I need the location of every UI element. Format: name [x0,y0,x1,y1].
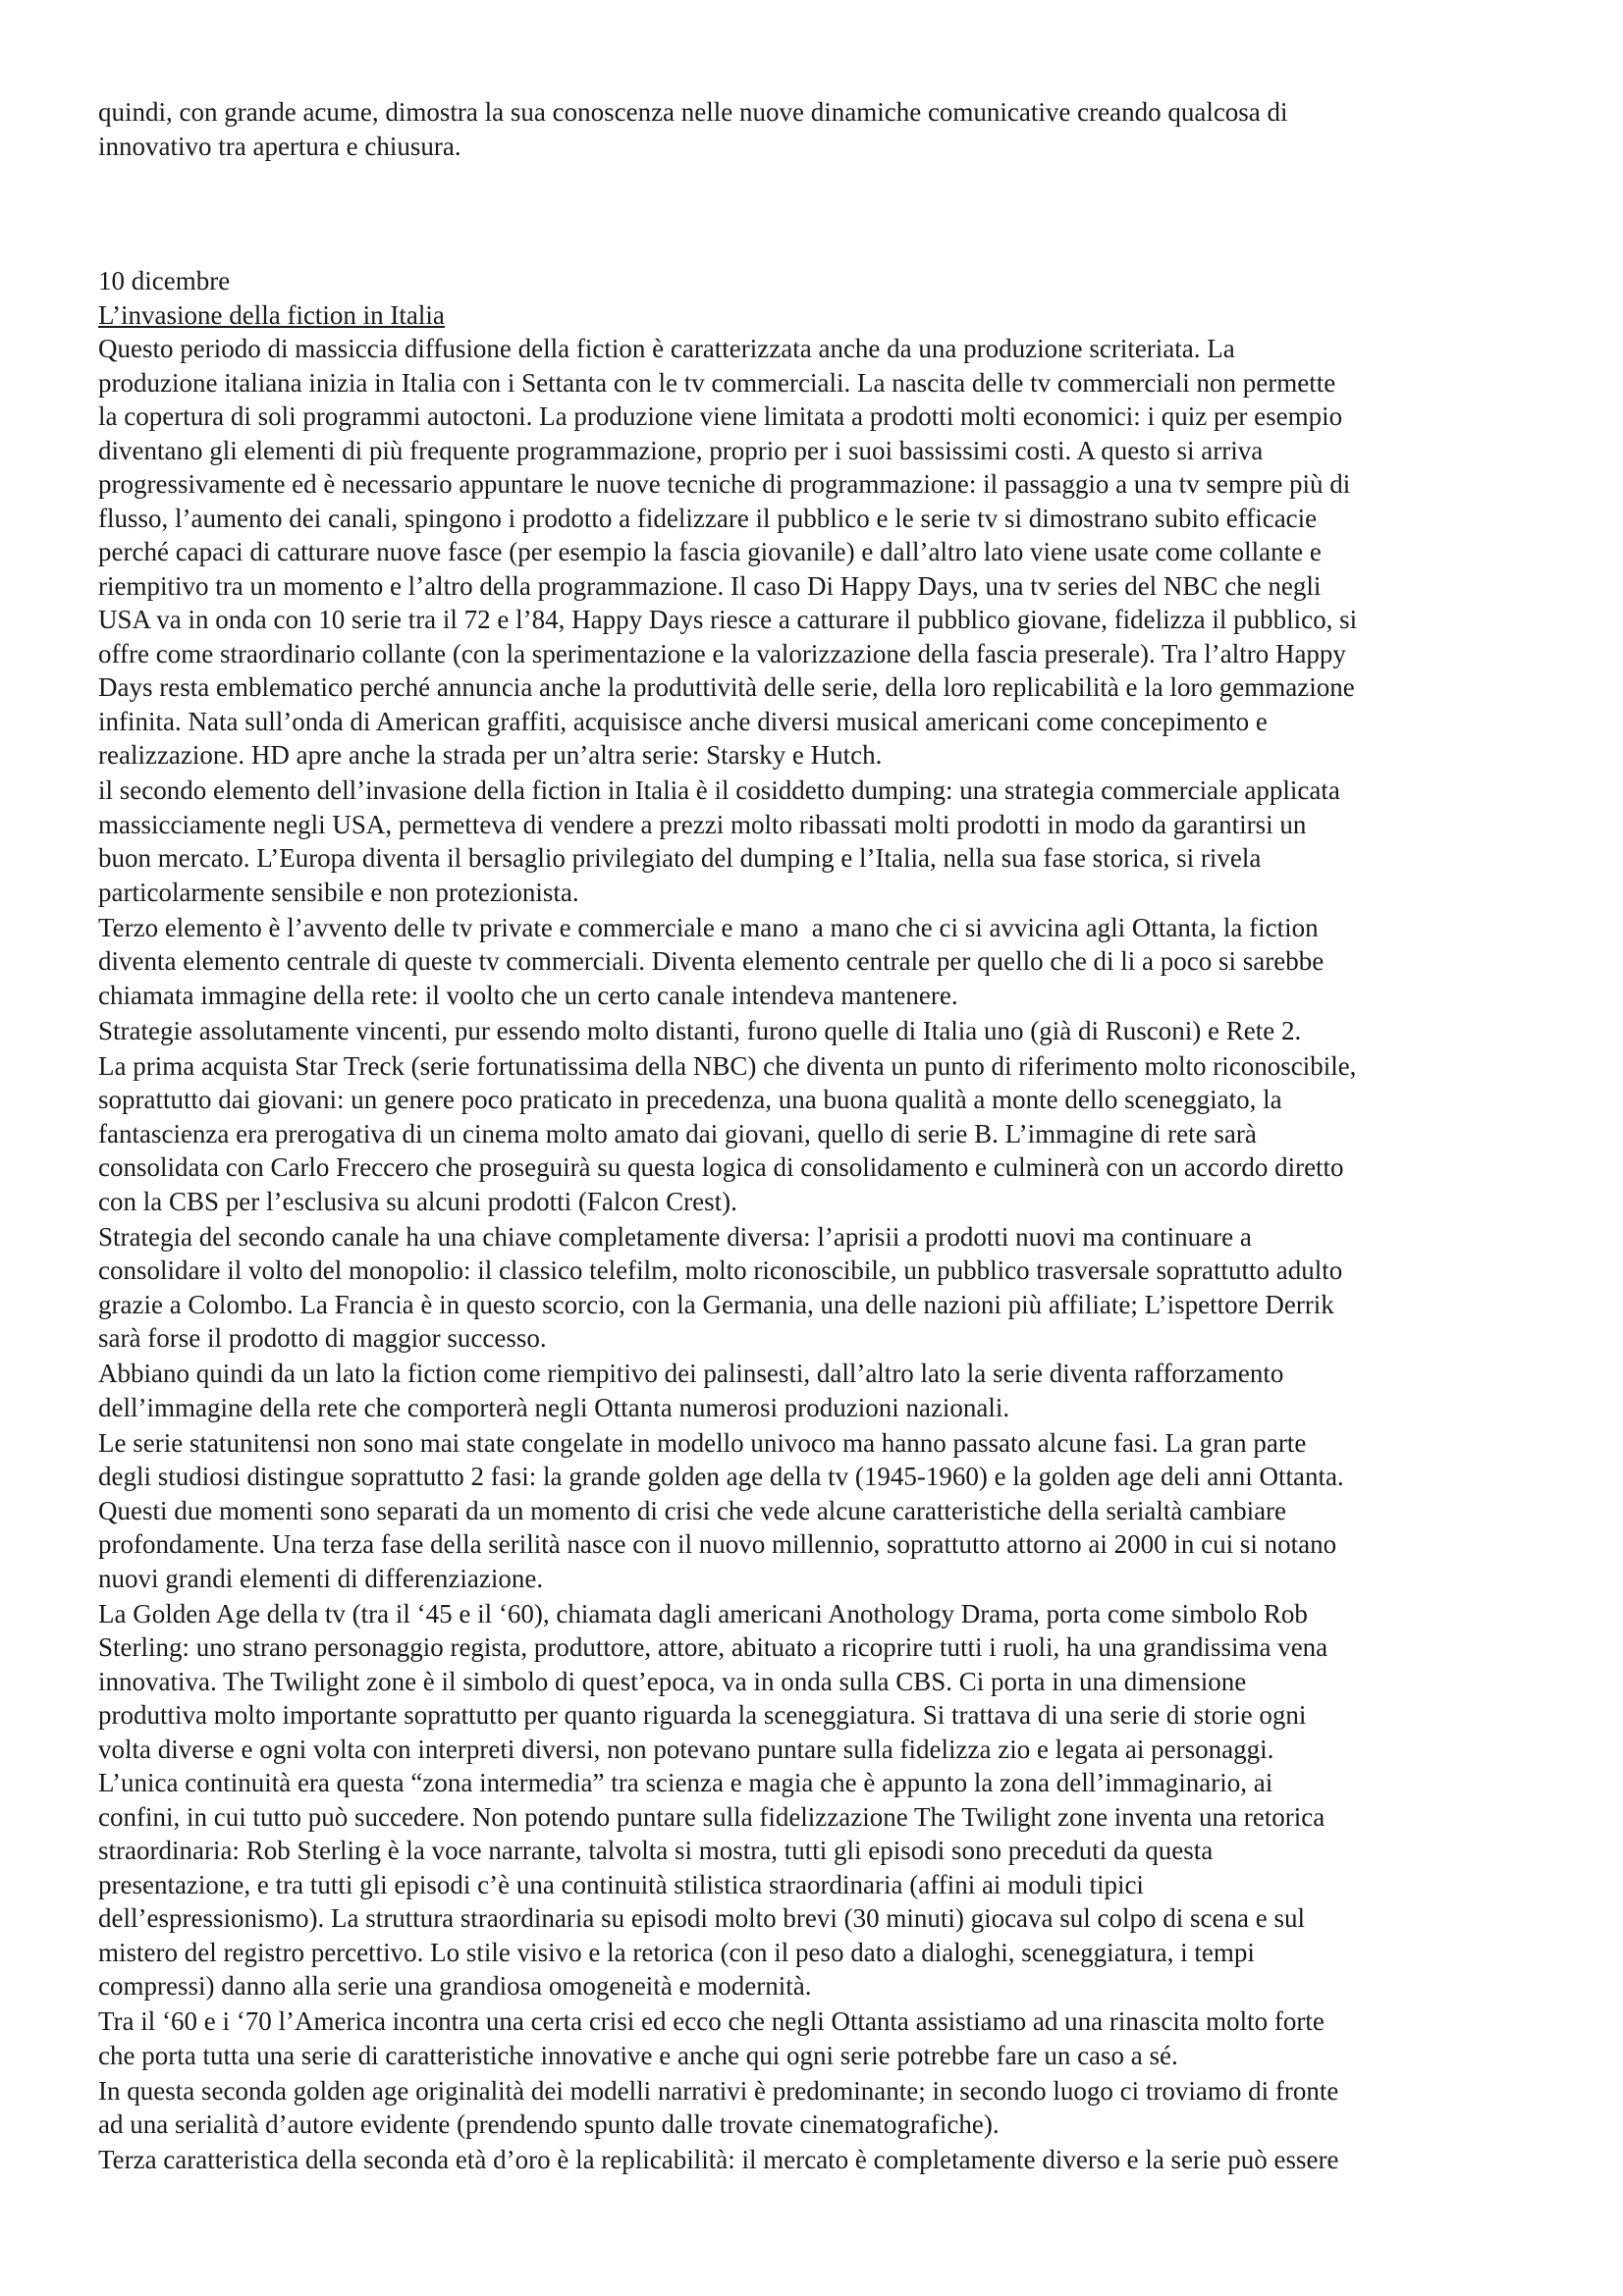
text-line: con la CBS per l’esclusiva su alcuni prodotti (Falcon Crest). [98,1186,737,1216]
text-line: produzione italiana inizia in Italia con i Settanta con le tv commerciali. La nascita delle tv commerciali non permette [98,367,1336,398]
text-line: La Golden Age della tv (tra il ‘45 e il ‘60), chiamata dagli americani Anothology Drama, porta come simbolo Rob [98,1598,1308,1629]
text-line: Strategie assolutamente vincenti, pur essendo molto distanti, furono quelle di Italia uno (già di Rusconi) e Rete 2. [98,1015,1302,1045]
text-line: In questa seconda golden age originalità dei modelli narrativi è predominante; in secondo luogo ci troviamo di fronte [98,2075,1339,2106]
paragraph [98,1597,1532,2003]
paragraph [98,1014,1532,1048]
text-line: la copertura di soli programmi autoctoni. La produzione viene limitata a prodotti molti economici: i quiz per esempio [98,401,1343,431]
paragraph [98,2074,1532,2142]
text-line: volta diverse e ogni volta con interpreti diversi, non potevano puntare sulla fidelizza zio e legata ai personaggi. [98,1734,1274,1764]
paragraph [98,1357,1532,1424]
text-line: produttiva molto importante soprattutto per quanto riguarda la sceneggiatura. Si trattava di una serie di storie ogni [98,1700,1307,1730]
text-line: realizzazione. HD apre anche la strada per un’altra serie: Starsky e Hutch. [98,740,883,770]
paragraph [98,1220,1532,1356]
text-line: diventano gli elementi di più frequente programmazione, proprio per i suoi bassissimi costi. A questo si arriva [98,435,1264,465]
text-line: Abbiano quindi da un lato la fiction come riempitivo dei palinsesti, dall’altro lato la serie diventa rafforzamento [98,1359,1284,1388]
text-line: dell’espressionismo). La struttura straordinaria su episodi molto brevi (30 minuti) giocava sul colpo di scena e sul [98,1903,1305,1933]
text-line: Le serie statunitensi non sono mai state congelate in modello univoco ma hanno passato alcune fasi. La gran parte [98,1427,1307,1458]
text-line: USA va in onda con 10 serie tra il 72 e l’84, Happy Days riesce a catturare il pubblico giovane, fidelizza il pubblico, si [98,605,1358,634]
date-heading: 10 dicembre [98,266,231,295]
paragraph [98,1049,1532,1219]
text-line: Terzo elemento è l’avvento delle tv private e commerciale e mano a mano che ci si avvicina agli Ottanta, la fiction [98,912,1319,942]
text-line: Days resta emblematico perché annuncia anche la produttività delle serie, della loro replicabilità e la loro gemmazione [98,672,1355,702]
text-line: consolidare il volto del monopolio: il classico telefilm, molto riconoscibile, un pubblico trasversale soprattutto adulto [98,1255,1343,1285]
text-line: Sterling: uno strano personaggio regista, produttore, attore, abituato a ricoprire tutti i ruoli, ha una grandissima vena [98,1632,1328,1662]
text-line: particolarmente sensibile e non protezionista. [98,877,579,907]
text-line: sarà forse il prodotto di maggior successo. [98,1323,547,1353]
text-line: progressivamente ed è necessario appuntare le nuove tecniche di programmazione: il passaggio a una tv sempre più di [98,469,1351,499]
text-line: compressi) danno alla serie una grandiosa omogeneità e modernità. [98,1971,812,2001]
intro-paragraph [98,95,1532,163]
text-line: riempitivo tra un momento e l’altro della programmazione. Il caso Di Happy Days, una tv series del NBC che negli [98,570,1322,601]
text-line: flusso, l’aumento dei canali, spingono i prodotto a fidelizzare il pubblico e le serie tv si dimostrano subito efficacie [98,503,1318,533]
paragraph [98,2004,1532,2072]
text-line: soprattutto dai giovani: un genere poco praticato in precedenza, una buona qualità a monte dello sceneggiato, la [98,1085,1282,1114]
paragraph [98,774,1532,909]
text-line: confini, in cui tutto può succedere. Non potendo puntare sulla fidelizzazione The Twilight zone inventa una retorica [98,1801,1325,1832]
text-line: perché capaci di catturare nuove fasce (per esempio la fascia giovanile) e dall’altro lato viene usate come collante e [98,537,1322,566]
text-line: presentazione, e tra tutti gli episodi c’è una continuità stilistica straordinaria (affini ai moduli tipici [98,1869,1144,1899]
text-line: Strategia del secondo canale ha una chiave completamente diversa: l’aprisii a prodotti nuovi ma continuare a [98,1221,1252,1252]
text-line: innovativo tra apertura e chiusura. [98,131,461,161]
text-line: straordinaria: Rob Sterling è la voce narrante, talvolta si mostra, tutti gli episodi sono preceduti da questa [98,1836,1214,1865]
paragraph [98,2143,1532,2177]
text-line: Questi due momenti sono separati da un momento di crisi che vede alcune caratteristiche della serialtà cambiare [98,1495,1287,1525]
text-line: quindi, con grande acume, dimostra la sua conoscenza nelle nuove dinamiche comunicative creando qualcosa di [98,97,1288,127]
section-title-text: L’invasione della fiction in Italia [98,299,445,330]
text-line: infinita. Nata sull’onda di American graffiti, acquisisce anche diversi musical americani come concepimento e [98,706,1268,736]
text-line: buon mercato. L’Europa diventa il bersaglio privilegiato del dumping e l’Italia, nella sua fase storica, si rivela [98,843,1262,873]
text-line: consolidata con Carlo Freccero che proseguirà su questa logica di consolidamento e culminerà con un accordo diretto [98,1152,1344,1182]
text-line: degli studiosi distingue soprattutto 2 fasi: la grande golden age della tv (1945-1960) e la golden age deli anni Ottanta. [98,1462,1344,1491]
section-title [98,298,1532,333]
text-line: il secondo elemento dell’invasione della fiction in Italia è il cosiddetto dumping: una strategia commerciale applicata [98,775,1340,805]
paragraph [98,1426,1532,1596]
text-line: Questo periodo di massiccia diffusione della fiction è caratterizzata anche da una produzione scriteriata. La [98,334,1235,363]
text-line: profondamente. Una terza fase della serilità nasce con il nuovo millennio, soprattutto attorno ai 2000 in cui si notano [98,1529,1337,1559]
text-line: Terza caratteristica della seconda età d’oro è la replicabilità: il mercato è completamente diverso e la serie può essere [98,2145,1339,2174]
text-line: che porta tutta una serie di caratteristiche innovative e anche qui ogni serie potrebbe fare un caso a sé. [98,2040,1178,2070]
text-line: offre come straordinario collante (con la sperimentazione e la valorizzazione della fascia preserale). Tra l’altro Happy [98,638,1346,668]
text-line: Tra il ‘60 e i ‘70 l’America incontra una certa crisi ed ecco che negli Ottanta assistiamo ad una rinascita molto forte [98,2006,1325,2036]
text-line: La prima acquista Star Treck (serie fortunatissima della NBC) che diventa un punto di riferimento molto riconoscibile, [98,1050,1357,1081]
spacer [98,163,1532,264]
text-line: mistero del registro percettivo. Lo stile visivo e la retorica (con il peso dato a dialoghi, sceneggiatura, i tempi [98,1937,1255,1967]
text-line: diventa elemento centrale di queste tv commerciali. Diventa elemento centrale per quello che di li a poco si sarebbe [98,946,1325,976]
text-line: dell’immagine della rete che comporterà negli Ottanta numerosi produzioni nazionali. [98,1392,1010,1422]
text-line: L’unica continuità era questa “zona intermedia” tra scienza e magia che è appunto la zona dell’immaginario, ai [98,1768,1273,1797]
text-line: chiamata immagine della rete: il voolto che un certo canale intendeva mantenere. [98,980,958,1010]
paragraph [98,911,1532,1013]
paragraph [98,332,1532,773]
text-line: nuovi grandi elementi di differenziazione. [98,1563,544,1593]
text-line: fantascienza era prerogativa di un cinema molto amato dai giovani, quello di serie B. L’immagine di rete sarà [98,1118,1257,1148]
text-line: ad una serialità d’autore evidente (prendendo spunto dalle trovate cinematografiche). [98,2109,1000,2139]
body-text [98,332,1532,2177]
text-line: grazie a Colombo. La Francia è in questo scorcio, con la Germania, una delle nazioni più affiliate; L’ispettore Derrik [98,1289,1334,1319]
text-line: innovativa. The Twilight zone è il simbolo di quest’epoca, va in onda sulla CBS. Ci porta in una dimensione [98,1666,1247,1696]
text-line: massicciamente negli USA, permetteva di vendere a prezzi molto ribassati molti prodotti in modo da garantirsi un [98,809,1307,839]
document-page [98,95,1532,2178]
